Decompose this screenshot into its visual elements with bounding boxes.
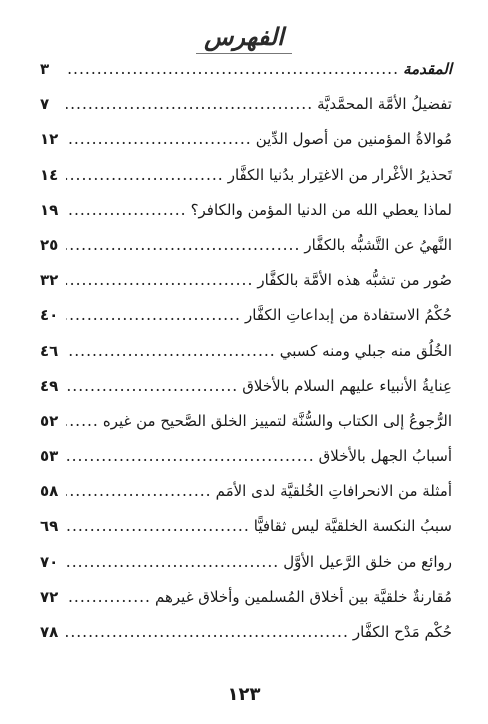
toc-entry-title: حُكْم مَدْح الكفَّار xyxy=(352,623,452,641)
toc-entry-title: روائع من خلق الرَّعيل الأوَّل xyxy=(283,552,452,571)
toc-entry-title: حُكْمُ الاستفادة من إبداعاتِ الكفَّار xyxy=(244,306,452,325)
page-title: الفهرس xyxy=(196,22,292,54)
dot-leader xyxy=(66,553,279,571)
toc-entry xyxy=(40,271,452,306)
toc-entry-title: مُوالاةُ المؤمنين من أصول الدِّين xyxy=(255,130,452,149)
toc-entry-page: ٤٦ xyxy=(40,341,59,360)
toc-entry xyxy=(40,130,452,165)
dot-leader xyxy=(66,447,315,465)
toc-entry-title: سببُ النكسة الخلقيَّة ليس ثقافيًّا xyxy=(253,517,452,536)
toc-entry-title: النَّهيُ عن التَّشبُّه بالكفَّار xyxy=(304,235,452,254)
dot-leader xyxy=(66,377,238,395)
toc-entry-title: أمثلة من الانحرافاتِ الخُلقيَّة لدى الأمَم xyxy=(215,482,452,501)
dot-leader xyxy=(66,201,187,219)
toc-entry-page: ٥٢ xyxy=(40,411,59,430)
toc-entry xyxy=(40,517,452,552)
dot-leader xyxy=(66,588,151,606)
toc-entry-title: صُور من تشبُّه هذه الأمَّة بالكفَّار xyxy=(257,271,452,290)
toc-entry xyxy=(40,60,452,95)
toc-entry-title: الرُّجوعُ إلى الكتاب والسُّنَّة لتمييز الخلق الصَّحيح من غيره xyxy=(102,411,452,430)
dot-leader xyxy=(66,623,349,641)
toc-entry xyxy=(40,412,452,447)
toc-entry xyxy=(40,236,452,271)
toc-entry-title: تَحذيرُ الأغْرار من الاغتِرار بدُنيا الكفَّار xyxy=(227,165,452,184)
toc-entry xyxy=(40,553,452,588)
toc-entry-page: ٧ xyxy=(40,95,50,114)
toc-entry-page: ٣٢ xyxy=(40,271,59,290)
toc-entry-page: ١٩ xyxy=(40,200,59,219)
page-header xyxy=(0,22,488,54)
toc-entry-page: ٧٢ xyxy=(40,587,59,606)
dot-leader xyxy=(66,517,250,535)
toc-entry-title: مُقارنةٌ خلقيَّة بين أخلاق المُسلمين وأخلاق غيرهم xyxy=(155,587,452,606)
toc-entry-page: ٥٣ xyxy=(40,447,59,466)
toc-entry xyxy=(40,482,452,517)
toc-entry-title: لماذا يعطي الله من الدنيا المؤمن والكافر؟ xyxy=(190,200,452,219)
toc-entry xyxy=(40,306,452,341)
toc-entry-page: ١٢ xyxy=(40,130,59,149)
toc-entry-page: ٤٩ xyxy=(40,376,59,395)
toc-entry-title: أسبابُ الجهل بالأخلاق xyxy=(318,447,452,466)
dot-leader xyxy=(66,306,241,324)
dot-leader xyxy=(66,166,224,184)
toc-entry-title: المقدمة xyxy=(403,60,452,78)
toc-entry xyxy=(40,377,452,412)
dot-leader xyxy=(66,412,99,430)
dot-leader xyxy=(66,236,300,254)
dot-leader xyxy=(66,342,276,360)
toc-entry-page: ٢٥ xyxy=(40,235,59,254)
toc-entry xyxy=(40,447,452,482)
dot-leader xyxy=(66,130,252,148)
toc-entry xyxy=(40,588,452,623)
toc-entry-title: تفضيلُ الأمَّة المحمَّديَّة xyxy=(317,95,452,114)
toc-entry xyxy=(40,166,452,201)
toc-entry-page: ٣ xyxy=(40,60,50,78)
dot-leader xyxy=(66,95,313,113)
toc-entry-title: الخُلُق منه جبلي ومنه كسبي xyxy=(279,341,452,360)
toc-entry xyxy=(40,201,452,236)
toc-entry-page: ٦٩ xyxy=(40,517,59,536)
dot-leader xyxy=(66,271,253,289)
toc-entry xyxy=(40,623,452,658)
toc-entry xyxy=(40,342,452,377)
toc-entry-page: ٧٠ xyxy=(40,552,59,571)
table-of-contents xyxy=(40,60,452,658)
toc-entry-page: ١٤ xyxy=(40,165,59,184)
toc-entry-page: ٤٠ xyxy=(40,306,59,325)
toc-entry xyxy=(40,95,452,130)
dot-leader xyxy=(66,482,212,500)
toc-entry-page: ٧٨ xyxy=(40,623,59,641)
toc-entry-page: ٥٨ xyxy=(40,482,59,501)
toc-entry-title: عِنايةُ الأنبياء عليهم السلام بالأخلاق xyxy=(242,376,452,395)
page-number: ١٢٣ xyxy=(227,684,261,705)
dot-leader xyxy=(66,60,399,78)
